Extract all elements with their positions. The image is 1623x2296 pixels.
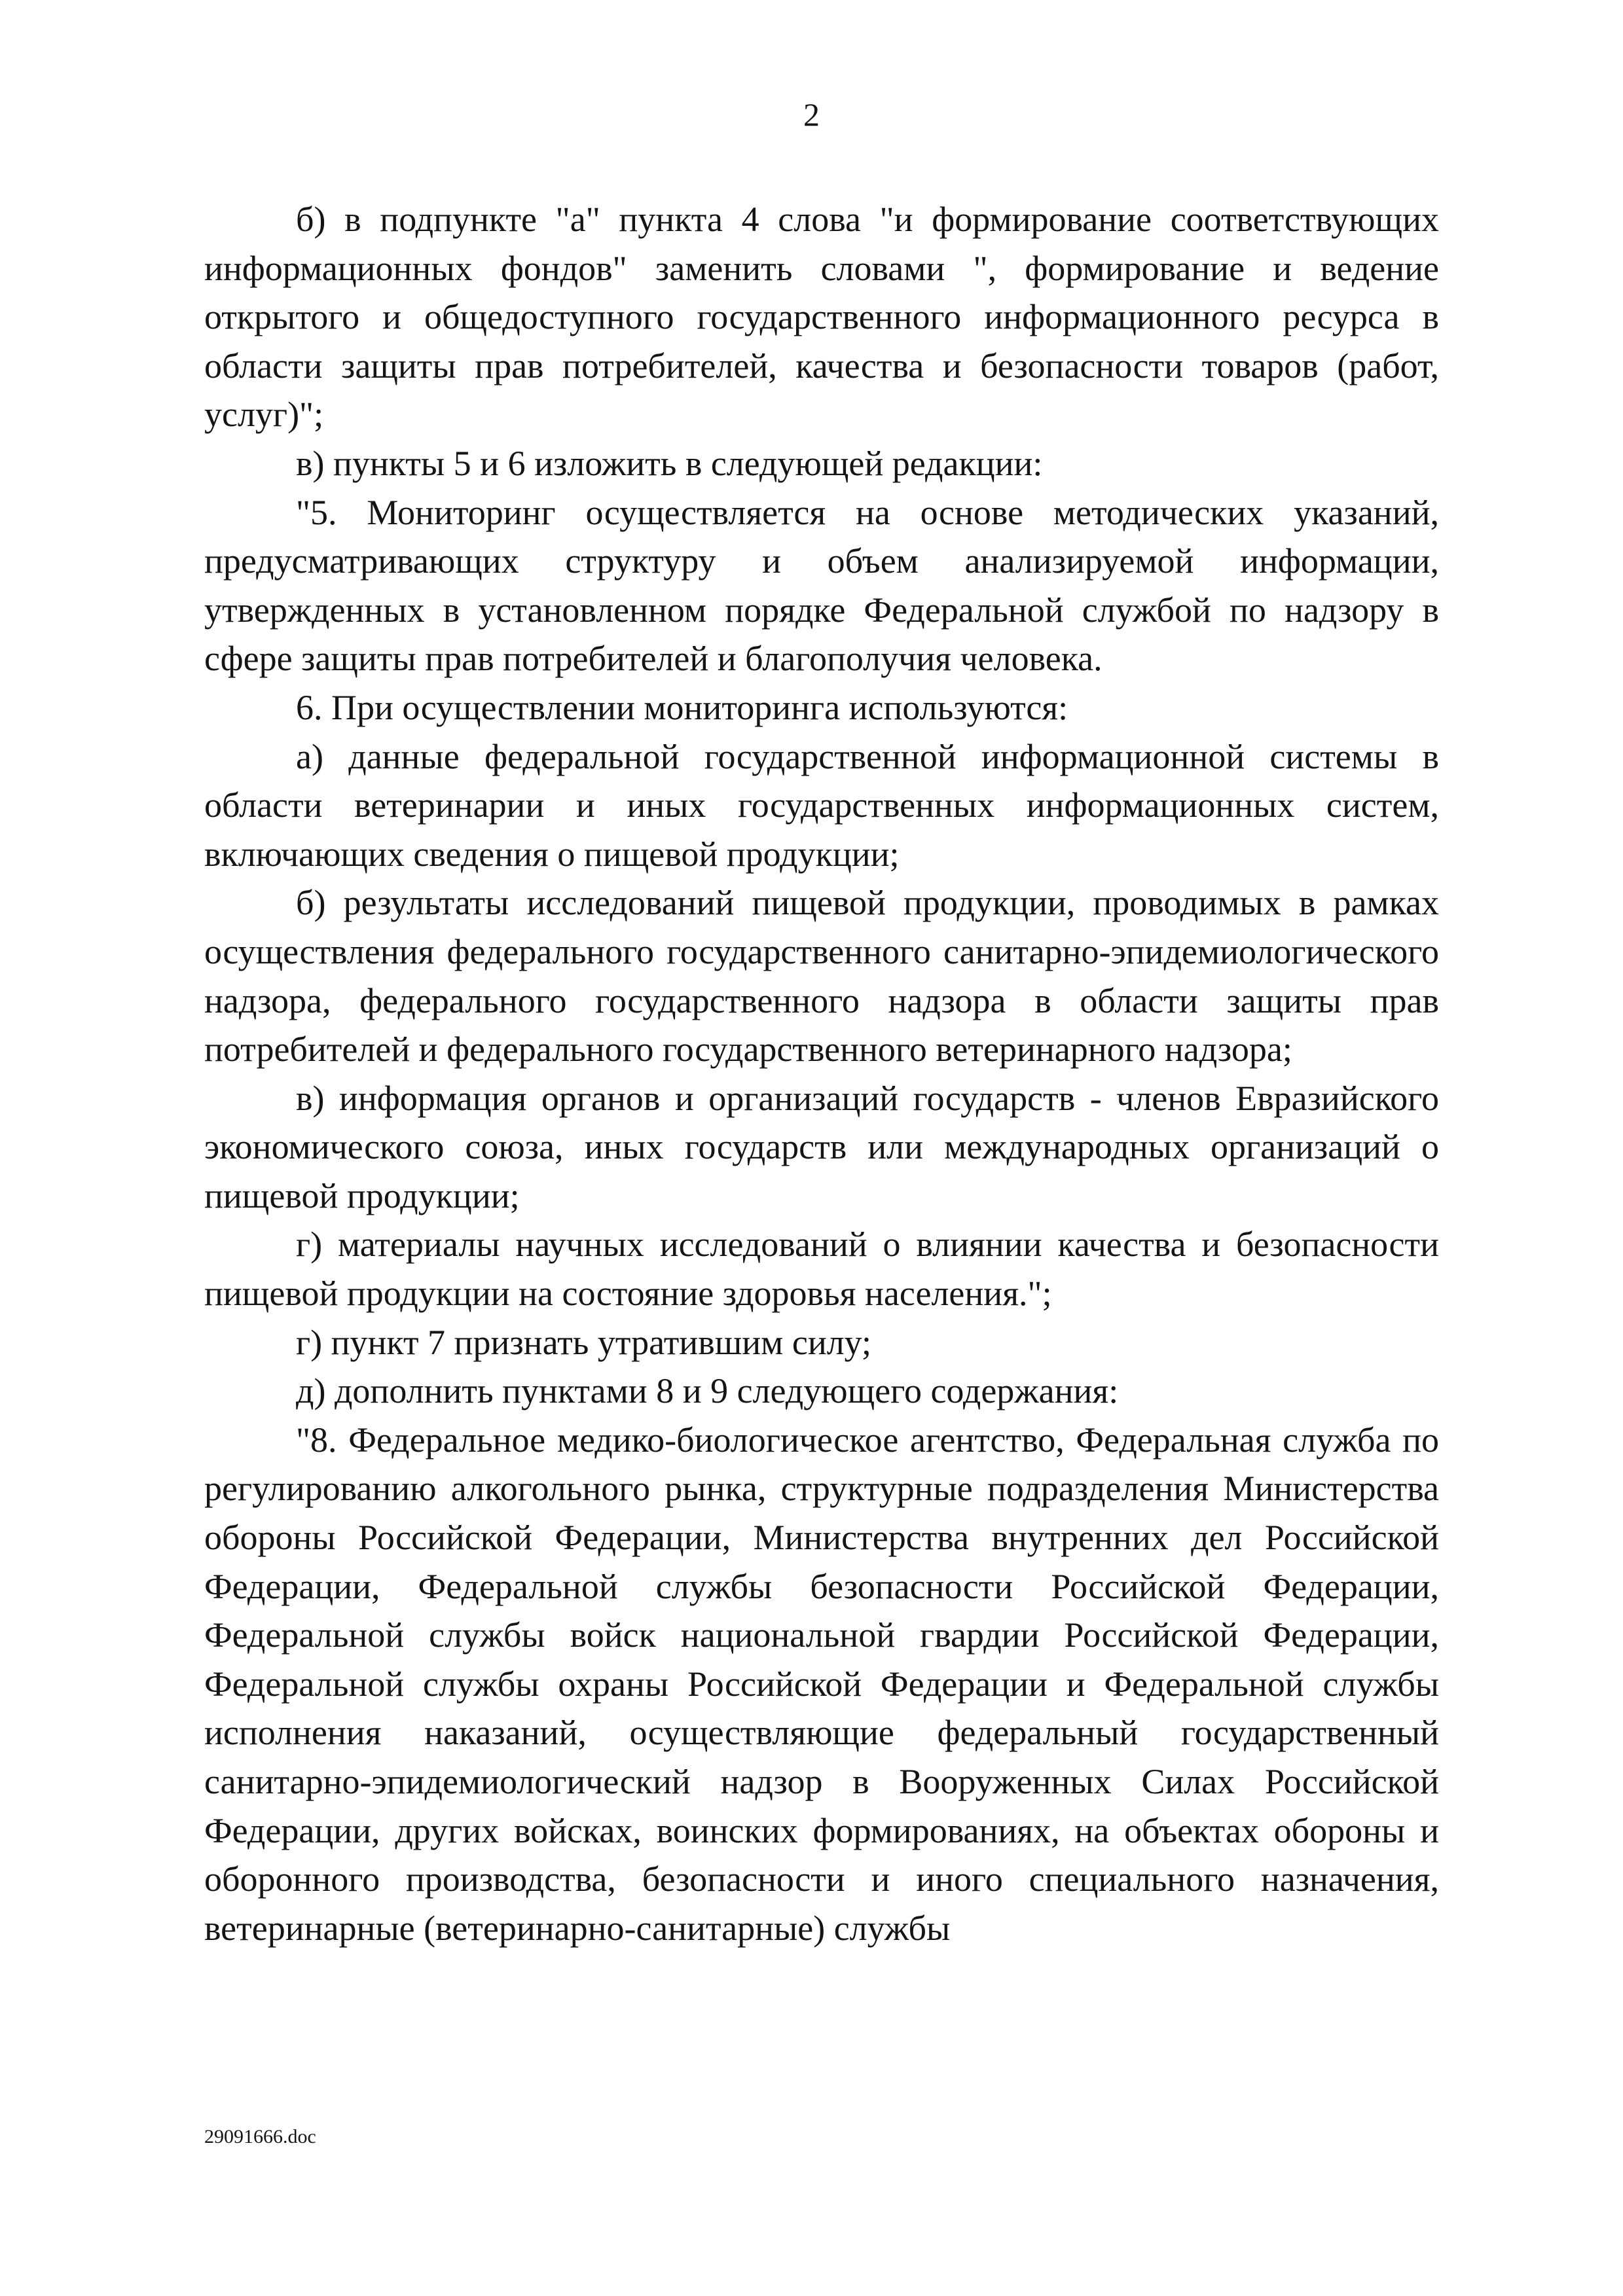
paragraph-6b: б) результаты исследований пищевой продукции, проводимых в рамках осуществления федерального государственного санитарно-эпидемиологического надзора, федерального государственного надзора в области защиты прав потребителей и федерального государственного ветеринарного надзора; bbox=[204, 883, 1439, 1069]
footer-filename: 29091666.doc bbox=[204, 2126, 316, 2147]
paragraph-point-8: "8. Федеральное медико-биологическое агентство, Федеральная служба по регулированию алкогольного рынка, структурные подразделения Министерства обороны Российской Федерации, Министерства внутренних дел Российской Федерации, Федеральной службы безопасности Российской Федерации, Федеральной службы войск национальной гвардии Российской Федерации, Федеральной службы охраны Российской Федерации и Федеральной службы исполнения наказаний, осуществляющие федеральный государственный санитарно-эпидемиологический надзор в Вооруженных Силах Российской Федерации, других войсках, воинских формированиях, на объектах обороны и оборонного производства, безопасности и иного специального назначения, ветеринарные (ветеринарно-санитарные) службы bbox=[204, 1420, 1439, 1948]
paragraph-6a: а) данные федеральной государственной информационной системы в области ветеринарии и иных государственных информационных систем, включающих сведения о пищевой продукции; bbox=[204, 736, 1439, 874]
paragraph-point-6-intro: 6. При осуществлении мониторинга используются: bbox=[296, 687, 1068, 727]
paragraph-6g: г) материалы научных исследований о влиянии качества и безопасности пищевой продукции на состояние здоровья населения."; bbox=[204, 1225, 1439, 1314]
page-number: 2 bbox=[803, 96, 820, 133]
paragraph-point-5-monitoring: "5. Мониторинг осуществляется на основе методических указаний, предусматривающих структуру и объем анализируемой информации, утвержденных в установленном порядке Федеральной службой по надзору в сфере защиты прав потребителей и благополучия человека. bbox=[204, 492, 1439, 679]
paragraph-d-points-8-9: д) дополнить пунктами 8 и 9 следующего содержания: bbox=[296, 1371, 1119, 1411]
paragraph-6v: в) информация органов и организаций государств - членов Евразийского экономического союза, иных государств или международных организаций о пищевой продукции; bbox=[204, 1078, 1439, 1215]
paragraph-v-points-5-6: в) пункты 5 и 6 изложить в следующей редакции: bbox=[296, 443, 1043, 483]
paragraph-b-subpoint-a: б) в подпункте "а" пункта 4 слова "и формирование соответствующих информационных фондов" заменить словами ", формирование и ведение открытого и общедоступного государственного информационного ресурса в области защиты прав потребителей, качества и безопасности товаров (работ, услуг)"; bbox=[204, 200, 1439, 435]
paragraph-g-point-7: г) пункт 7 признать утратившим силу; bbox=[296, 1322, 871, 1362]
document-body bbox=[204, 195, 1439, 1952]
